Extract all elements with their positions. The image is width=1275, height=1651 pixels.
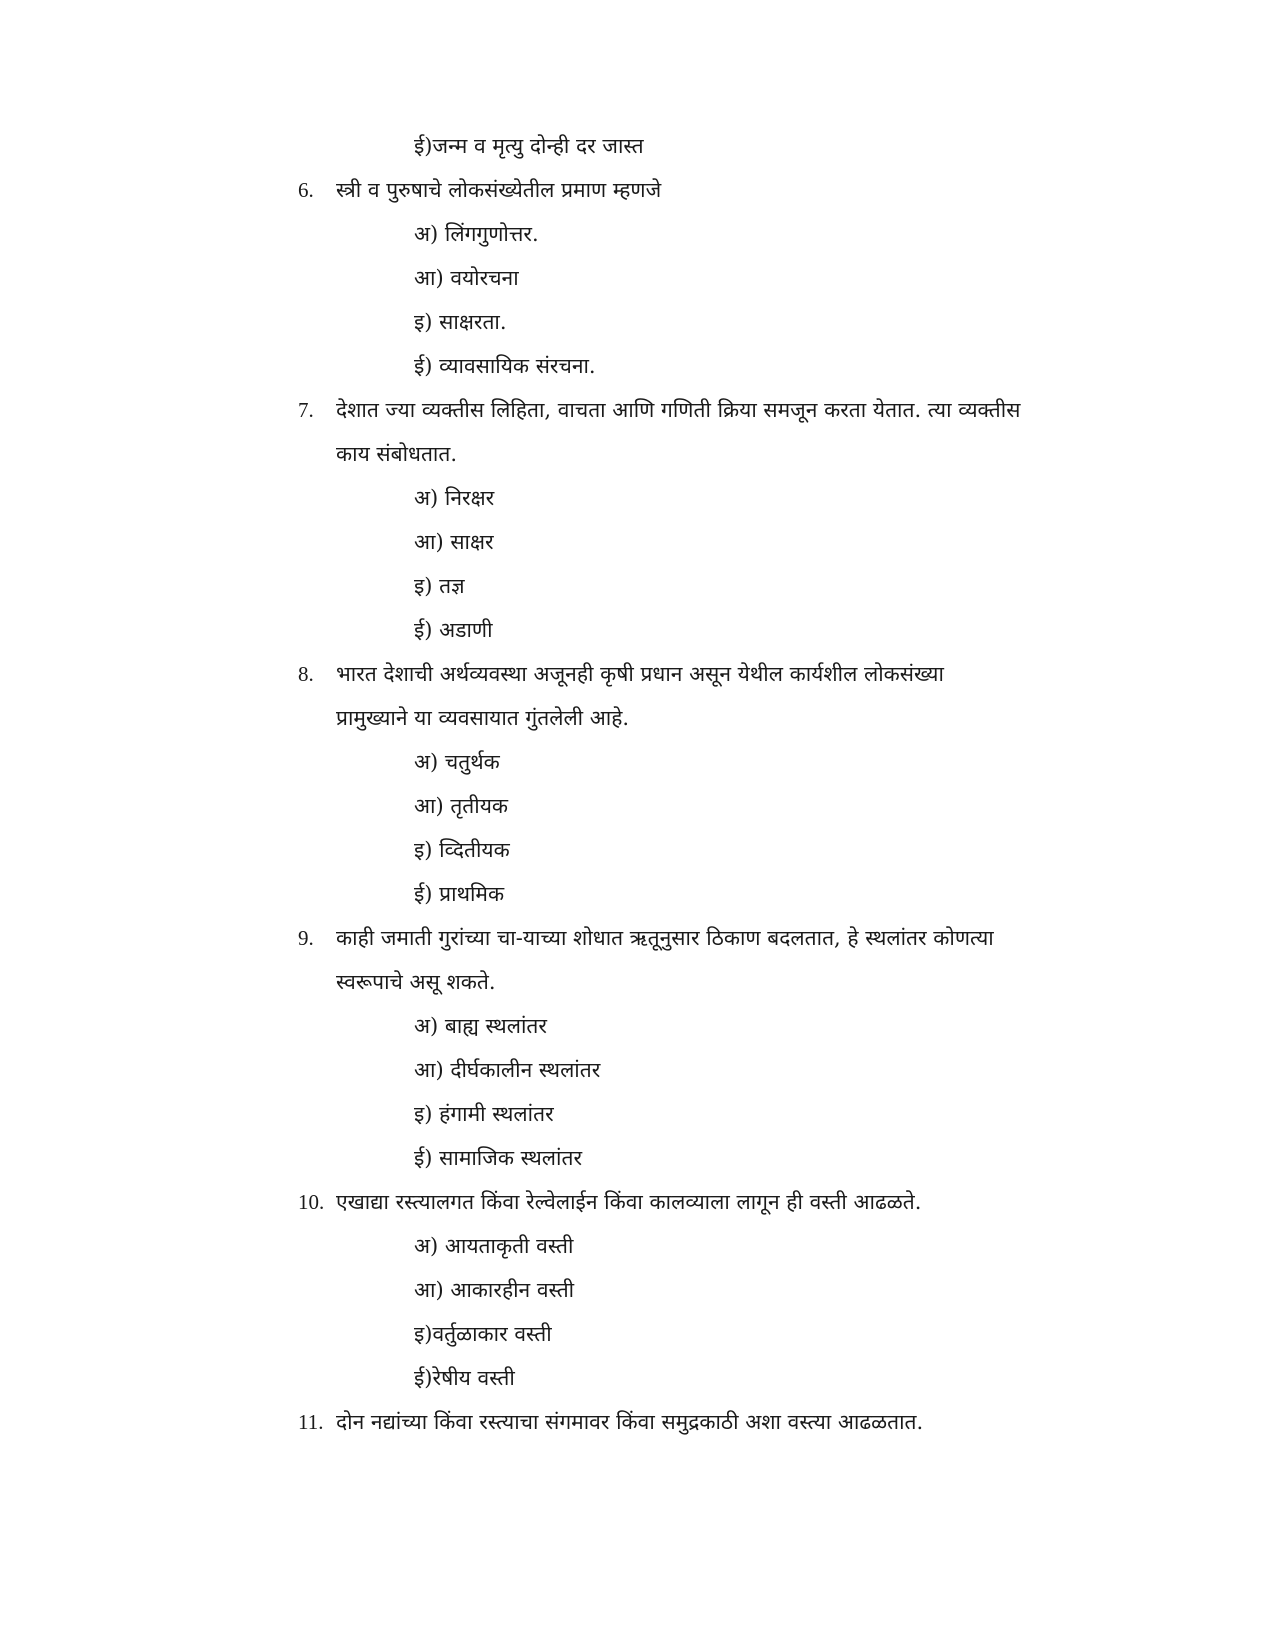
option-line: आ) आकारहीन वस्ती (414, 1278, 575, 1302)
option-line: ई)जन्म व मृत्यु दोन्ही दर जास्त (414, 134, 644, 158)
option-line: अ) लिंगगुणोत्तर. (414, 222, 539, 246)
question-number: 7. (298, 398, 314, 422)
option-line: आ) दीर्घकालीन स्थलांतर (414, 1058, 601, 1082)
question-text: स्त्री व पुरुषाचे लोकसंख्येतील प्रमाण म्हणजे (336, 178, 662, 202)
question-text: दोन नद्यांच्या किंवा रस्त्याचा संगमावर किंवा समुद्रकाठी अशा वस्त्या आढळतात. (336, 1410, 924, 1434)
option-line: अ) आयताकृती वस्ती (414, 1234, 574, 1258)
question-text-continued: प्रामुख्याने या व्यवसायात गुंतलेली आहे. (336, 706, 630, 730)
question-text-continued: काय संबोधतात. (336, 442, 458, 466)
question-text-continued: स्वरूपाचे असू शकते. (336, 970, 496, 994)
option-line: अ) निरक्षर (414, 486, 495, 510)
option-line: आ) तृतीयक (414, 794, 509, 818)
option-line: ई) प्राथमिक (414, 882, 505, 906)
option-line: इ) साक्षरता. (414, 310, 507, 334)
option-line: इ) तज्ञ (414, 574, 465, 598)
question-number: 9. (298, 926, 314, 950)
option-line: इ) व्दितीयक (414, 838, 510, 862)
option-line: आ) वयोरचना (414, 266, 519, 290)
option-line: ई)रेषीय वस्ती (414, 1366, 515, 1390)
question-number: 8. (298, 662, 314, 686)
question-number: 11. (298, 1410, 324, 1434)
option-line: इ)वर्तुळाकार वस्ती (414, 1322, 552, 1346)
question-text: भारत देशाची अर्थव्यवस्था अजूनही कृषी प्रधान असून येथील कार्यशील लोकसंख्या (336, 662, 944, 686)
option-line: ई) अडाणी (414, 618, 493, 642)
question-text: काही जमाती गुरांच्या चा-याच्या शोधात ऋतूनुसार ठिकाण बदलतात, हे स्थलांतर कोणत्या (336, 926, 994, 950)
option-line: ई) व्यावसायिक संरचना. (414, 354, 596, 378)
option-line: ई) सामाजिक स्थलांतर (414, 1146, 583, 1170)
question-number: 10. (298, 1190, 325, 1214)
question-text: देशात ज्या व्यक्तीस लिहिता, वाचता आणि गणिती क्रिया समजून करता येतात. त्या व्यक्तीस (336, 398, 1021, 422)
option-line: आ) साक्षर (414, 530, 494, 554)
option-line: इ) हंगामी स्थलांतर (414, 1102, 554, 1126)
option-line: अ) चतुर्थक (414, 750, 500, 774)
option-line: अ) बाह्य स्थलांतर (414, 1014, 547, 1038)
question-text: एखाद्या रस्त्यालगत किंवा रेल्वेलाईन किंवा कालव्याला लागून ही वस्ती आढळते. (336, 1190, 922, 1214)
question-number: 6. (298, 178, 314, 202)
